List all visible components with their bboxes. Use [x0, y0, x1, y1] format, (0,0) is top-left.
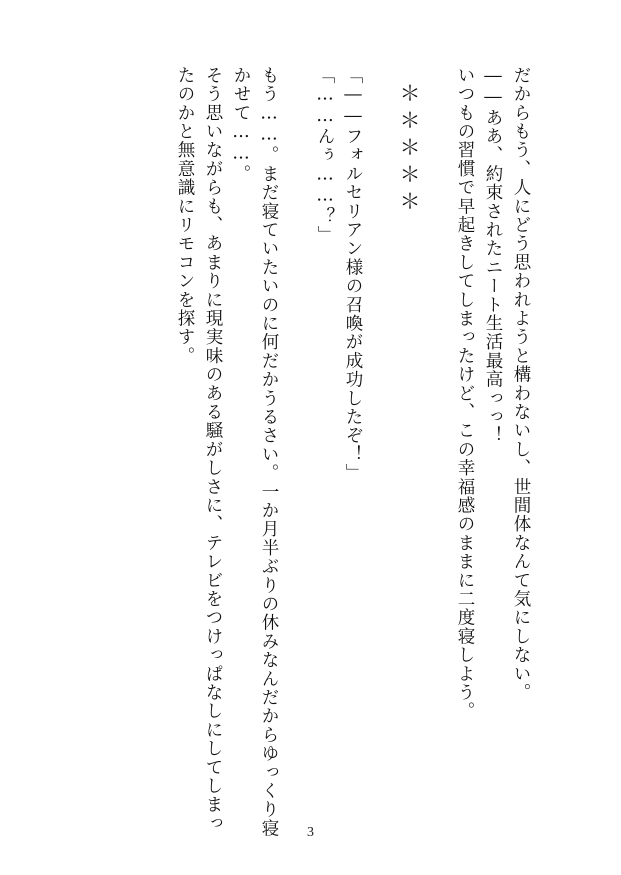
scene-break: ＊＊＊＊＊ [397, 82, 421, 217]
text-line: そう思いながらも、あまりに現実味のある騒がしさに、テレビをつけっぱなしにしてしまっ [203, 66, 223, 833]
text-line: いつもの習慣で早起きしてしまったけど、この幸福感のままに二度寝しよう。 [455, 66, 475, 721]
text-line: かせて……。 [231, 66, 251, 184]
text-line: もう……。まだ寝ていたいのに何だかうるさい。一か月半ぶりの休みなんだからゆっくり寝 [259, 66, 279, 838]
vertical-text-body [171, 66, 535, 838]
text-line: だからもう、人にどう思われようと構わないし、世間体なんて気にしない。 [511, 66, 531, 702]
blank-line [367, 66, 395, 826]
page-number: 3 [307, 825, 314, 840]
text-line: たのかと無意識にリモコンを探す。 [175, 66, 195, 366]
blank-line [283, 66, 311, 826]
text-line: 「……んぅ……？」 [315, 66, 335, 245]
blank-line [423, 66, 451, 826]
text-line: 「――フォルセリアン様の召喚が成功したぞ！」 [343, 66, 363, 483]
text-line: ――ああ、約束されたニート生活最高っっ！ [483, 66, 503, 445]
